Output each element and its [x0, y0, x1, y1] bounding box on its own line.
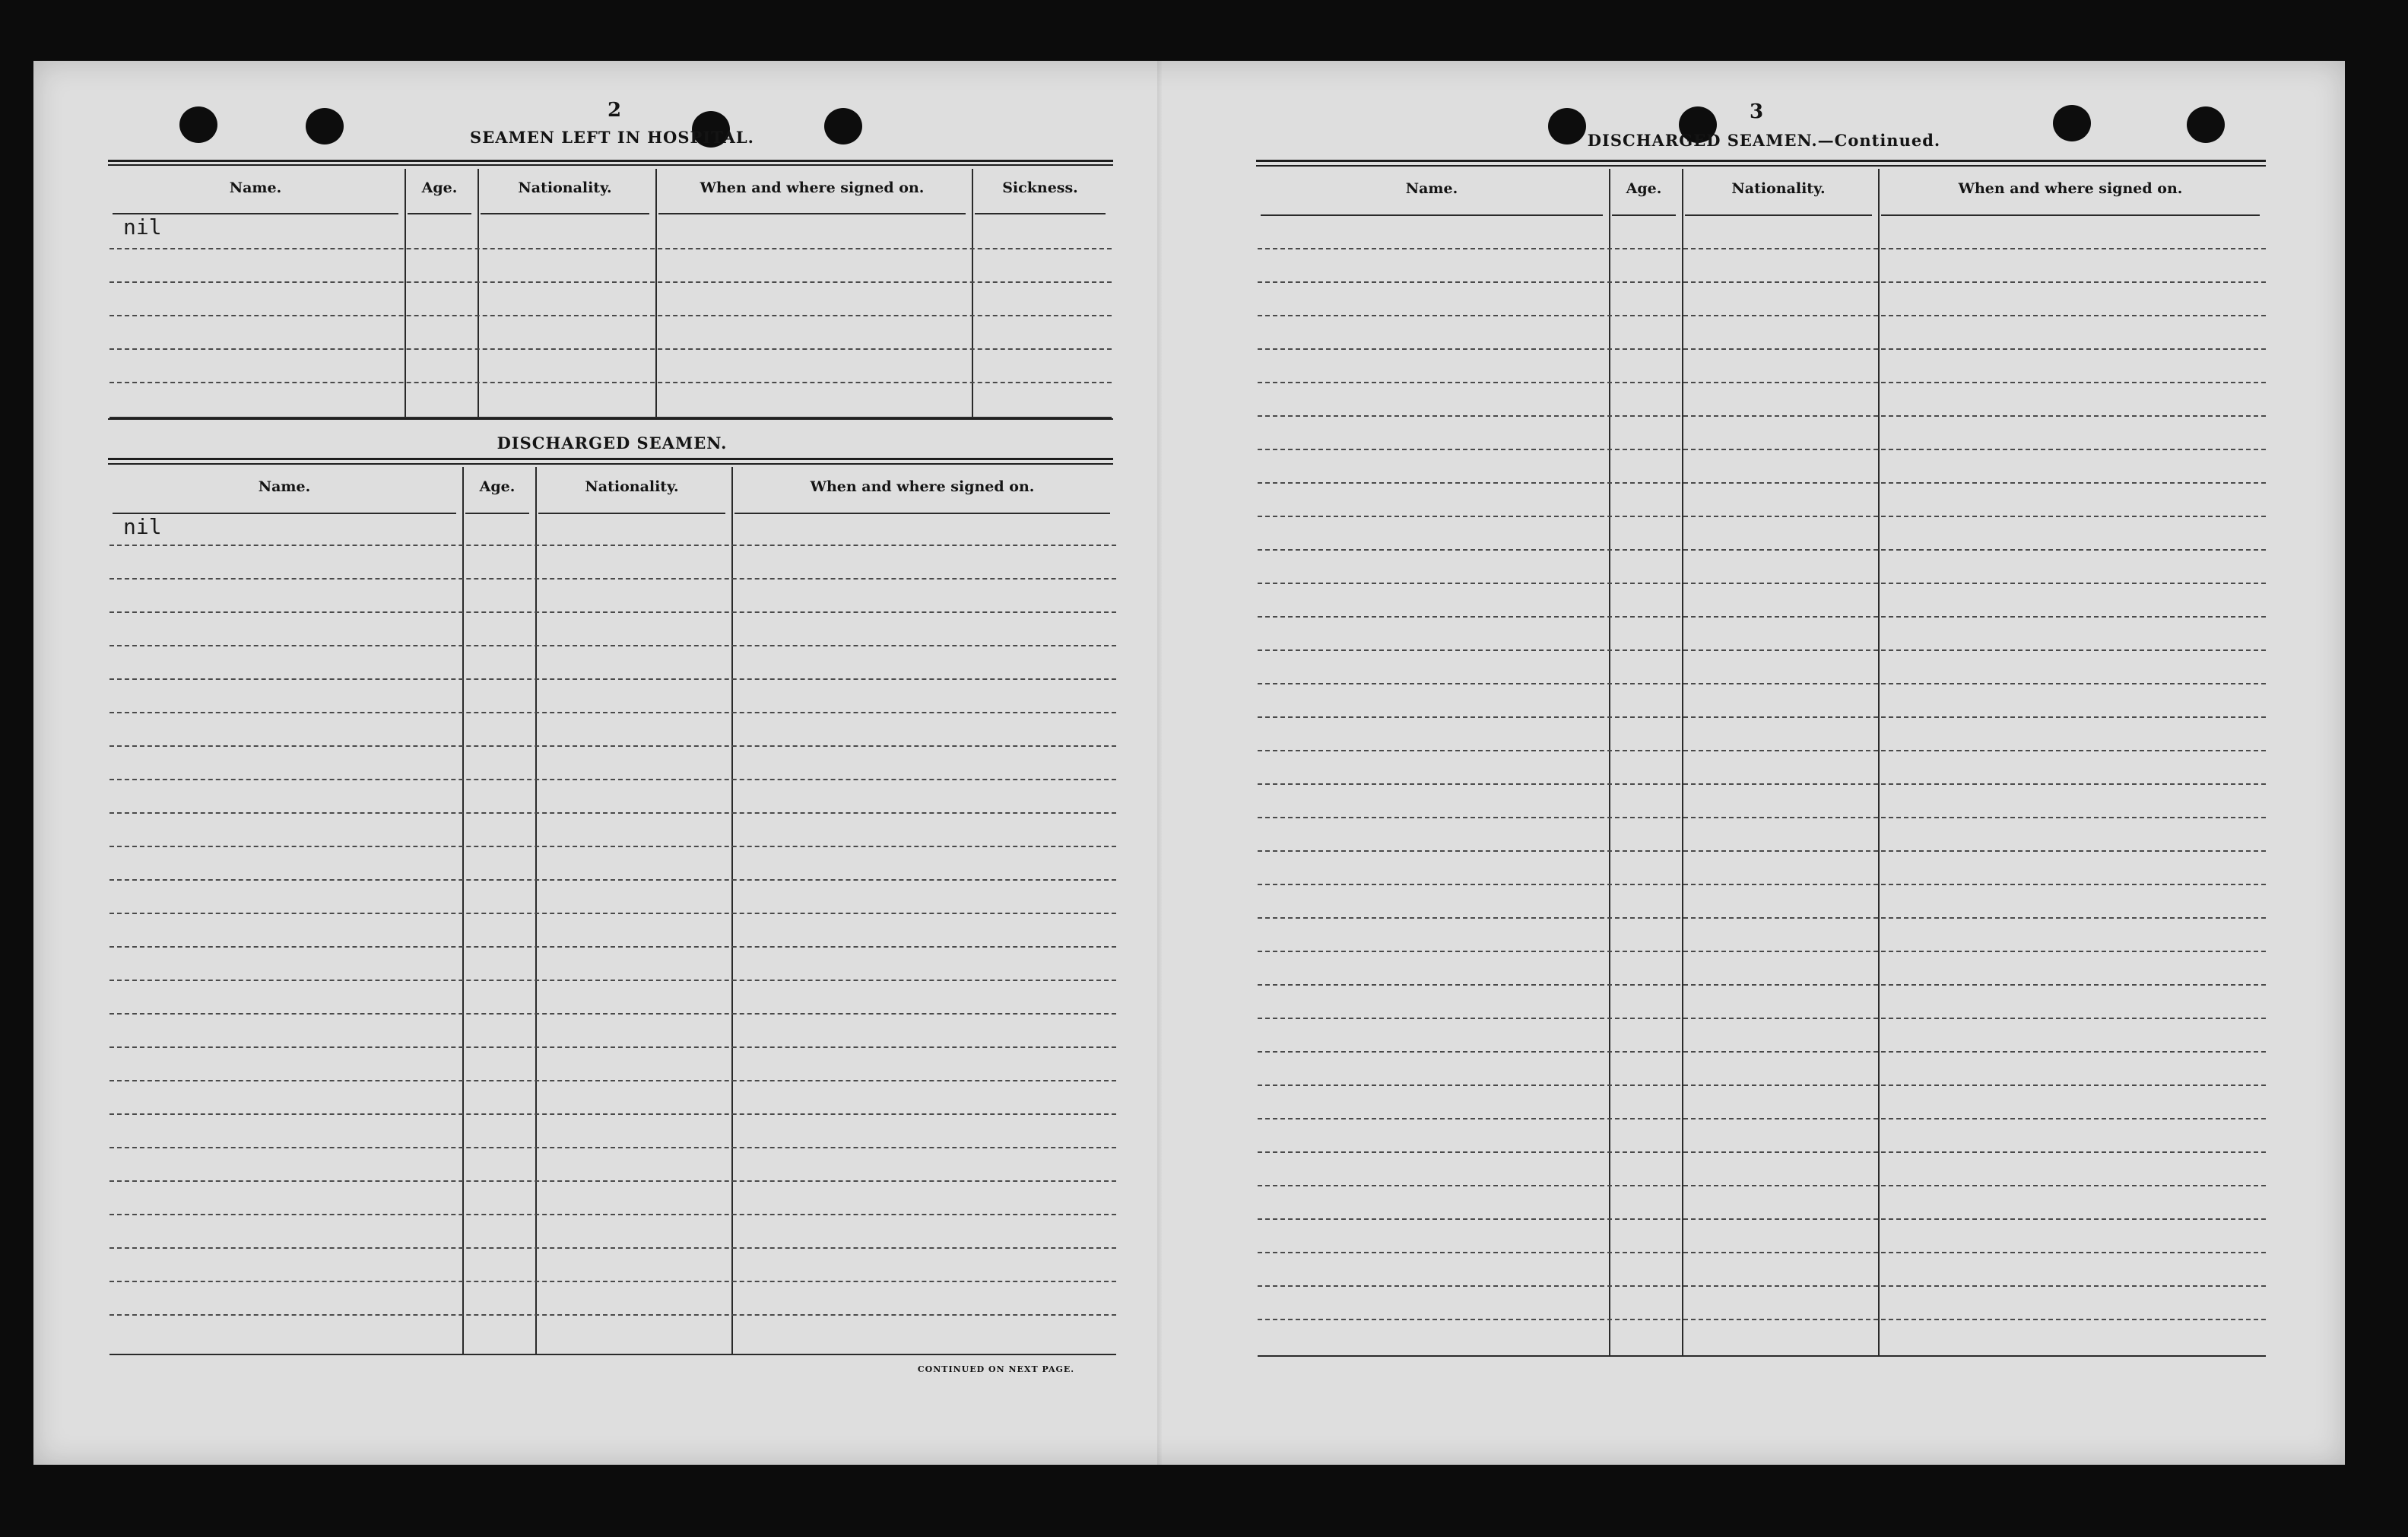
right-column-divider — [1878, 169, 1880, 1355]
hospital-header-1: Age. — [408, 169, 471, 214]
discharged-ruled-row — [109, 678, 1116, 680]
right-ruled-row — [1258, 951, 2266, 952]
hospital-ruled-row — [109, 248, 1112, 249]
right-bottom-rule — [1258, 1355, 2266, 1357]
right-ruled-row — [1258, 1319, 2266, 1320]
discharged-ruled-row — [109, 1046, 1116, 1048]
right-ruled-row — [1258, 1051, 2266, 1053]
discharged-ruled-row — [109, 846, 1116, 847]
discharged-ruled-row — [109, 645, 1116, 646]
discharged-ruled-row — [109, 1013, 1116, 1015]
right-ruled-row — [1258, 649, 2266, 651]
discharged-ruled-row — [109, 946, 1116, 948]
discharged-entry: nil — [123, 514, 162, 539]
right-column-divider — [1682, 169, 1683, 1355]
discharged-top-rule — [108, 458, 1113, 460]
discharged-ruled-row — [109, 1214, 1116, 1215]
hospital-column-divider — [655, 169, 657, 417]
right-ruled-row — [1258, 449, 2266, 450]
hospital-column-divider — [405, 169, 406, 417]
document-sheet — [33, 61, 2345, 1465]
discharged-ruled-row — [109, 1147, 1116, 1148]
right-ruled-row — [1258, 248, 2266, 249]
right-ruled-row — [1258, 281, 2266, 283]
right-ruled-row — [1258, 616, 2266, 618]
discharged-header-3: When and where signed on. — [734, 467, 1110, 514]
page-number-right: 3 — [1749, 100, 1764, 123]
discharged-ruled-row — [109, 745, 1116, 747]
right-ruled-row — [1258, 1151, 2266, 1153]
hospital-bottom-rule — [109, 417, 1112, 418]
discharged-header-0: Name. — [113, 467, 456, 514]
page-fold — [1157, 61, 1162, 1465]
discharged-header-1: Age. — [465, 467, 529, 514]
right-header-0: Name. — [1261, 169, 1603, 216]
right-ruled-row — [1258, 850, 2266, 852]
hospital-ruled-row — [109, 315, 1112, 316]
right-ruled-row — [1258, 716, 2266, 718]
right-ruled-row — [1258, 917, 2266, 919]
hospital-top-rule — [108, 164, 1113, 166]
discharged-column-divider — [731, 467, 733, 1354]
hospital-column-divider — [477, 169, 479, 417]
punch-hole — [2187, 106, 2225, 143]
discharged-ruled-row — [109, 545, 1116, 546]
discharged-ruled-row — [109, 578, 1116, 580]
right-ruled-row — [1258, 1185, 2266, 1186]
discharged-ruled-row — [109, 1113, 1116, 1115]
discharged-ruled-row — [109, 913, 1116, 914]
hospital-header-2: Nationality. — [481, 169, 649, 214]
right-header-1: Age. — [1612, 169, 1676, 216]
hospital-header-4: Sickness. — [975, 169, 1106, 214]
right-ruled-row — [1258, 783, 2266, 785]
discharged-bottom-rule — [109, 1354, 1116, 1355]
discharged-ruled-row — [109, 1247, 1116, 1249]
right-section-title: DISCHARGED SEAMEN.—Continued. — [1587, 131, 1941, 150]
right-column-divider — [1609, 169, 1610, 1355]
right-ruled-row — [1258, 516, 2266, 517]
discharged-ruled-row — [109, 812, 1116, 814]
right-ruled-row — [1258, 1018, 2266, 1019]
discharged-section-title: DISCHARGED SEAMEN. — [497, 433, 728, 453]
right-ruled-row — [1258, 382, 2266, 383]
hospital-header-3: When and where signed on. — [658, 169, 966, 214]
right-ruled-row — [1258, 315, 2266, 316]
page-number-left: 2 — [607, 99, 622, 122]
discharged-top-rule — [108, 463, 1113, 465]
right-ruled-row — [1258, 1218, 2266, 1220]
discharged-column-divider — [462, 467, 464, 1354]
hospital-section-title: SEAMEN LEFT IN HOSPITAL. — [470, 128, 754, 147]
hospital-top-rule — [108, 160, 1113, 162]
right-ruled-row — [1258, 549, 2266, 551]
right-ruled-row — [1258, 984, 2266, 986]
right-ruled-row — [1258, 1252, 2266, 1253]
hospital-ruled-row — [109, 348, 1112, 350]
discharged-ruled-row — [109, 980, 1116, 981]
right-ruled-row — [1258, 583, 2266, 584]
discharged-top-rule — [108, 418, 1113, 420]
right-ruled-row — [1258, 817, 2266, 818]
right-ruled-row — [1258, 1084, 2266, 1086]
discharged-ruled-row — [109, 879, 1116, 881]
right-top-rule — [1256, 165, 2266, 167]
hospital-column-divider — [972, 169, 973, 417]
discharged-ruled-row — [109, 1314, 1116, 1316]
hospital-ruled-row — [109, 281, 1112, 283]
discharged-column-divider — [535, 467, 537, 1354]
discharged-ruled-row — [109, 1281, 1116, 1282]
right-ruled-row — [1258, 482, 2266, 484]
right-ruled-row — [1258, 415, 2266, 417]
right-top-rule — [1256, 160, 2266, 162]
hospital-ruled-row — [109, 382, 1112, 383]
discharged-header-2: Nationality. — [538, 467, 725, 514]
discharged-ruled-row — [109, 779, 1116, 780]
right-ruled-row — [1258, 1118, 2266, 1119]
hospital-entry: nil — [123, 214, 162, 240]
discharged-ruled-row — [109, 1080, 1116, 1081]
discharged-ruled-row — [109, 611, 1116, 613]
right-ruled-row — [1258, 348, 2266, 350]
right-ruled-row — [1258, 884, 2266, 885]
right-header-2: Nationality. — [1685, 169, 1872, 216]
continued-note: CONTINUED ON NEXT PAGE. — [917, 1364, 1075, 1374]
discharged-ruled-row — [109, 712, 1116, 713]
right-ruled-row — [1258, 683, 2266, 684]
right-ruled-row — [1258, 1285, 2266, 1287]
discharged-ruled-row — [109, 1180, 1116, 1182]
right-ruled-row — [1258, 750, 2266, 751]
right-header-3: When and where signed on. — [1881, 169, 2260, 216]
hospital-header-0: Name. — [113, 169, 398, 214]
